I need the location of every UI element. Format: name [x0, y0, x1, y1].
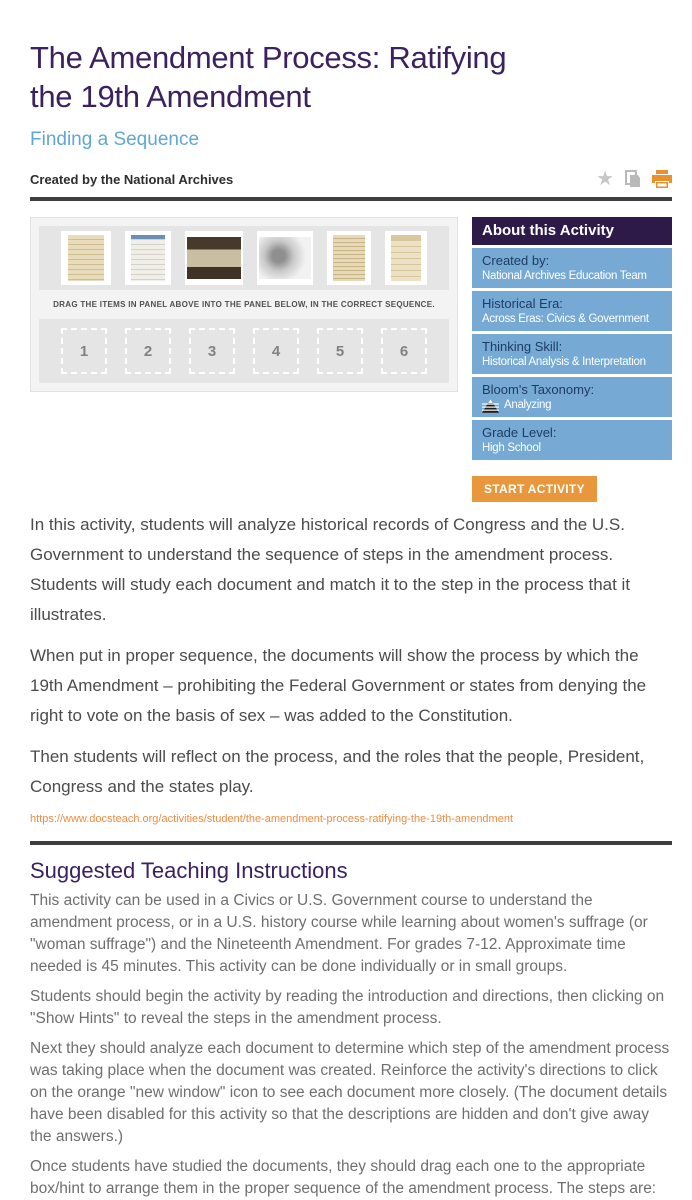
document-thumbnail-6 — [385, 231, 427, 285]
teaching-instructions-heading: Suggested Teaching Instructions — [30, 858, 348, 883]
start-activity-button[interactable]: START ACTIVITY — [472, 476, 597, 502]
teaching-paragraph-2: Students should begin the activity by reading the introduction and directions, then clicking on "Show Hints" to reveal the steps in the amendment process. — [30, 988, 665, 1027]
info-value: High School — [482, 442, 541, 454]
print-icon[interactable] — [652, 170, 672, 188]
info-value: Historical Analysis & Interpretation — [482, 356, 646, 368]
byline-row — [30, 169, 672, 189]
blooms-pyramid-icon — [482, 399, 499, 413]
info-value: Across Eras: Civics & Government — [482, 313, 649, 325]
teaching-paragraph-1: This activity can be used in a Civics or U.S. Government course to understand the amendment process, or in a U.S. history course while learning about women's suffrage (or "woman suffrage") and the Nineteenth Amendment. For grades 7-12. Approximate time needed is 45 minutes. This activity can be done individually or in small groups. — [30, 892, 648, 975]
sequence-slot-3: 3 — [189, 328, 235, 374]
page-title — [30, 38, 672, 116]
action-icons — [596, 169, 672, 189]
about-header: About this Activity — [472, 217, 672, 245]
copy-icon[interactable] — [624, 170, 642, 188]
page — [0, 38, 692, 1200]
document-panel — [39, 226, 449, 290]
activity-url-link[interactable]: https://www.docsteach.org/activities/student/the-amendment-process-ratifying-the-19th-amendment — [30, 813, 514, 825]
teaching-paragraph-3: Next they should analyze each document to determine which step of the amendment process was taking place when the document was created. Reinforce the activity's directions to click on the orange "new window" icon to see each document more closely. (The document details have been disabled for this activity so that the descriptions are hidden and don't give away the answers.) — [30, 1040, 670, 1145]
document-thumbnail-3 — [185, 231, 243, 285]
info-label: Bloom's Taxonomy: — [482, 382, 595, 397]
info-box-blooms-taxonomy — [472, 377, 672, 417]
intro-paragraph-1: In this activity, students will analyze historical records of Congress and the U.S. Government to understand the sequence of steps in the amendment process. Students will study each document and match it to the step in the process that it illustrates. — [30, 515, 631, 624]
document-thumbnail-1 — [61, 231, 111, 285]
sequence-slot-2: 2 — [125, 328, 171, 374]
info-box-thinking-skill — [472, 334, 672, 374]
intro-section — [30, 510, 672, 802]
document-thumbnail-4 — [257, 231, 313, 285]
info-value: Analyzing — [504, 399, 552, 411]
drag-instruction-caption: DRAG THE ITEMS IN PANEL ABOVE INTO THE PANEL BELOW, IN THE CORRECT SEQUENCE. — [53, 300, 435, 309]
teaching-paragraph-4: Once students have studied the documents, they should drag each one to the appropriate box/hint to arrange them in the proper sequence of the amendment process. The steps are: — [30, 1158, 657, 1197]
info-label: Grade Level: — [482, 425, 557, 440]
about-sidebar — [472, 217, 672, 502]
info-box-grade-level — [472, 420, 672, 460]
intro-paragraph-2: When put in proper sequence, the documents will show the process by which the 19th Amendment – prohibiting the Federal Government or states from denying the right to vote on the basis of sex – was added to the Constitution. — [30, 646, 647, 725]
main-row — [30, 217, 672, 502]
byline: Created by the National Archives — [30, 171, 234, 187]
favorite-star-icon[interactable]: ★ — [596, 168, 614, 190]
document-thumbnail-5 — [327, 231, 371, 285]
info-box-historical-era — [472, 291, 672, 331]
header-divider — [30, 197, 672, 201]
info-box-created-by — [472, 248, 672, 288]
info-label: Created by: — [482, 253, 550, 268]
document-thumbnail-2 — [125, 231, 171, 285]
sequence-slot-6: 6 — [381, 328, 427, 374]
section-divider — [30, 841, 672, 845]
sequence-slot-4: 4 — [253, 328, 299, 374]
page-title-line2: the 19th Amendment — [30, 79, 311, 114]
page-title-line1: The Amendment Process: Ratifying — [30, 40, 507, 75]
activity-type-subtitle: Finding a Sequence — [30, 129, 200, 150]
activity-preview[interactable] — [30, 217, 458, 392]
teaching-instructions-section — [30, 890, 672, 1200]
sequence-panel — [39, 319, 449, 383]
info-label: Historical Era: — [482, 296, 563, 311]
info-label: Thinking Skill: — [482, 339, 563, 354]
info-value: National Archives Education Team — [482, 270, 647, 282]
sequence-slot-5: 5 — [317, 328, 363, 374]
sequence-slot-1: 1 — [61, 328, 107, 374]
intro-paragraph-3: Then students will reflect on the process, and the roles that the people, President, Congress and the states play. — [30, 747, 645, 796]
